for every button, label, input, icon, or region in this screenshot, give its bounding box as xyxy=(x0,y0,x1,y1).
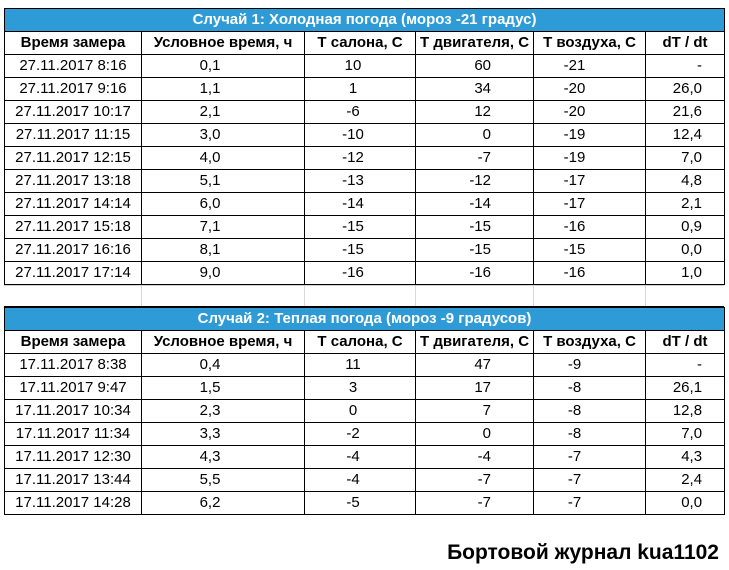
cell-engine-temp: 34 xyxy=(416,78,534,101)
cell-cabin-temp: 3 xyxy=(305,377,416,400)
table-row xyxy=(5,170,725,193)
table-row xyxy=(5,354,725,377)
cell-cabin-temp: 1 xyxy=(305,78,416,101)
cell-cabin-temp: -16 xyxy=(305,262,416,285)
cell-air-temp: -17 xyxy=(534,193,646,216)
cell-time: 27.11.2017 10:17 xyxy=(5,101,142,124)
cell-air-temp: -16 xyxy=(534,216,646,239)
cell-dtdt: 12,8 xyxy=(646,400,725,423)
cell-cond-time: 6,0 xyxy=(142,193,305,216)
cell-air-temp: -21 xyxy=(534,55,646,78)
cell-air-temp: -17 xyxy=(534,170,646,193)
cell-dtdt: 21,6 xyxy=(646,101,725,124)
cell-cond-time: 2,1 xyxy=(142,101,305,124)
table-case1 xyxy=(4,8,725,285)
cell-cond-time: 5,5 xyxy=(142,469,305,492)
cell-time: 27.11.2017 17:14 xyxy=(5,262,142,285)
cell-time: 27.11.2017 12:15 xyxy=(5,147,142,170)
cell-time: 27.11.2017 13:18 xyxy=(5,170,142,193)
cell-cabin-temp: -4 xyxy=(305,469,416,492)
header-cond-time: Условное время, ч xyxy=(142,32,305,55)
table-row xyxy=(5,101,725,124)
cell-air-temp: -20 xyxy=(534,101,646,124)
table-row xyxy=(5,216,725,239)
table-title-row xyxy=(5,308,725,331)
cell-dtdt: 2,4 xyxy=(646,469,725,492)
cell-air-temp: -7 xyxy=(534,492,646,515)
cell-cabin-temp: -13 xyxy=(305,170,416,193)
cell-engine-temp: -7 xyxy=(416,469,534,492)
cell-time: 17.11.2017 11:34 xyxy=(5,423,142,446)
cell-time: 27.11.2017 14:14 xyxy=(5,193,142,216)
cell-time: 17.11.2017 9:47 xyxy=(5,377,142,400)
header-air-temp: T воздуха, C xyxy=(534,331,646,354)
cell-time: 17.11.2017 8:38 xyxy=(5,354,142,377)
cell-cabin-temp: 0 xyxy=(305,400,416,423)
cell-time: 27.11.2017 11:15 xyxy=(5,124,142,147)
cell-cabin-temp: -12 xyxy=(305,147,416,170)
cell-time: 17.11.2017 13:44 xyxy=(5,469,142,492)
cell-cabin-temp: -2 xyxy=(305,423,416,446)
cell-cond-time: 8,1 xyxy=(142,239,305,262)
cell-dtdt: 7,0 xyxy=(646,423,725,446)
cell-dtdt: 2,1 xyxy=(646,193,725,216)
header-time: Время замера xyxy=(5,331,142,354)
cell-dtdt: 0,0 xyxy=(646,492,725,515)
cell-time: 27.11.2017 9:16 xyxy=(5,78,142,101)
cell-cabin-temp: -4 xyxy=(305,446,416,469)
table-row xyxy=(5,124,725,147)
table-row xyxy=(5,377,725,400)
cell-dtdt: 4,8 xyxy=(646,170,725,193)
cell-engine-temp: 12 xyxy=(416,101,534,124)
table-row xyxy=(5,193,725,216)
cell-cond-time: 2,3 xyxy=(142,400,305,423)
cell-cond-time: 6,2 xyxy=(142,492,305,515)
cell-engine-temp: 0 xyxy=(416,423,534,446)
cell-air-temp: -7 xyxy=(534,446,646,469)
cell-engine-temp: -16 xyxy=(416,262,534,285)
header-dtdt: dT / dt xyxy=(646,331,725,354)
cell-cond-time: 5,1 xyxy=(142,170,305,193)
footer-caption: Бортовой журнал kua1102 xyxy=(447,541,719,564)
cell-engine-temp: -7 xyxy=(416,147,534,170)
case2-title: Случай 2: Теплая погода (мороз -9 градусов) xyxy=(5,308,725,331)
case1-title: Случай 1: Холодная погода (мороз -21 градус) xyxy=(5,9,725,32)
header-row xyxy=(5,32,725,55)
header-engine-temp: T двигателя, C xyxy=(416,331,534,354)
cell-dtdt: 0,9 xyxy=(646,216,725,239)
cell-cond-time: 4,3 xyxy=(142,446,305,469)
cell-air-temp: -20 xyxy=(534,78,646,101)
cell-cond-time: 1,5 xyxy=(142,377,305,400)
cell-cond-time: 3,3 xyxy=(142,423,305,446)
cell-dtdt: - xyxy=(646,354,725,377)
cell-air-temp: -9 xyxy=(534,354,646,377)
empty-spreadsheet-row xyxy=(4,285,724,307)
header-air-temp: T воздуха, C xyxy=(534,32,646,55)
header-cond-time: Условное время, ч xyxy=(142,331,305,354)
table-row xyxy=(5,262,725,285)
cell-dtdt: 26,1 xyxy=(646,377,725,400)
cell-time: 27.11.2017 15:18 xyxy=(5,216,142,239)
table-row xyxy=(5,446,725,469)
cell-dtdt: 7,0 xyxy=(646,147,725,170)
cell-dtdt: 0,0 xyxy=(646,239,725,262)
table-title-row xyxy=(5,9,725,32)
header-cabin-temp: T салона, C xyxy=(305,32,416,55)
header-time: Время замера xyxy=(5,32,142,55)
table-row xyxy=(5,400,725,423)
table-row xyxy=(5,423,725,446)
cell-air-temp: -8 xyxy=(534,377,646,400)
cell-cabin-temp: -10 xyxy=(305,124,416,147)
cell-cabin-temp: 11 xyxy=(305,354,416,377)
cell-time: 17.11.2017 12:30 xyxy=(5,446,142,469)
table-row xyxy=(5,55,725,78)
cell-air-temp: -7 xyxy=(534,469,646,492)
table-row xyxy=(5,147,725,170)
cell-air-temp: -19 xyxy=(534,124,646,147)
cell-cabin-temp: 10 xyxy=(305,55,416,78)
cell-air-temp: -8 xyxy=(534,400,646,423)
cell-engine-temp: 0 xyxy=(416,124,534,147)
cell-engine-temp: -14 xyxy=(416,193,534,216)
cell-air-temp: -19 xyxy=(534,147,646,170)
cell-dtdt: - xyxy=(646,55,725,78)
cell-cond-time: 3,0 xyxy=(142,124,305,147)
cell-dtdt: 12,4 xyxy=(646,124,725,147)
cell-engine-temp: -4 xyxy=(416,446,534,469)
cell-engine-temp: 17 xyxy=(416,377,534,400)
cell-cond-time: 0,4 xyxy=(142,354,305,377)
cell-dtdt: 26,0 xyxy=(646,78,725,101)
header-dtdt: dT / dt xyxy=(646,32,725,55)
cell-cabin-temp: -6 xyxy=(305,101,416,124)
cell-dtdt: 1,0 xyxy=(646,262,725,285)
cell-air-temp: -15 xyxy=(534,239,646,262)
cell-cabin-temp: -14 xyxy=(305,193,416,216)
cell-engine-temp: 47 xyxy=(416,354,534,377)
spreadsheet xyxy=(4,8,724,515)
table-row xyxy=(5,239,725,262)
cell-dtdt: 4,3 xyxy=(646,446,725,469)
table-row xyxy=(5,469,725,492)
header-row xyxy=(5,331,725,354)
cell-engine-temp: 60 xyxy=(416,55,534,78)
cell-engine-temp: -7 xyxy=(416,492,534,515)
cell-engine-temp: -12 xyxy=(416,170,534,193)
cell-air-temp: -8 xyxy=(534,423,646,446)
table-case2 xyxy=(4,307,725,515)
cell-cabin-temp: -15 xyxy=(305,239,416,262)
cell-cabin-temp: -15 xyxy=(305,216,416,239)
header-engine-temp: T двигателя, C xyxy=(416,32,534,55)
cell-cabin-temp: -5 xyxy=(305,492,416,515)
cell-time: 27.11.2017 16:16 xyxy=(5,239,142,262)
cell-cond-time: 4,0 xyxy=(142,147,305,170)
cell-cond-time: 9,0 xyxy=(142,262,305,285)
cell-engine-temp: -15 xyxy=(416,216,534,239)
cell-time: 17.11.2017 14:28 xyxy=(5,492,142,515)
table-row xyxy=(5,78,725,101)
cell-engine-temp: -15 xyxy=(416,239,534,262)
header-cabin-temp: T салона, C xyxy=(305,331,416,354)
cell-cond-time: 7,1 xyxy=(142,216,305,239)
cell-air-temp: -16 xyxy=(534,262,646,285)
cell-time: 17.11.2017 10:34 xyxy=(5,400,142,423)
cell-engine-temp: 7 xyxy=(416,400,534,423)
table-row xyxy=(5,492,725,515)
cell-cond-time: 1,1 xyxy=(142,78,305,101)
cell-cond-time: 0,1 xyxy=(142,55,305,78)
cell-time: 27.11.2017 8:16 xyxy=(5,55,142,78)
